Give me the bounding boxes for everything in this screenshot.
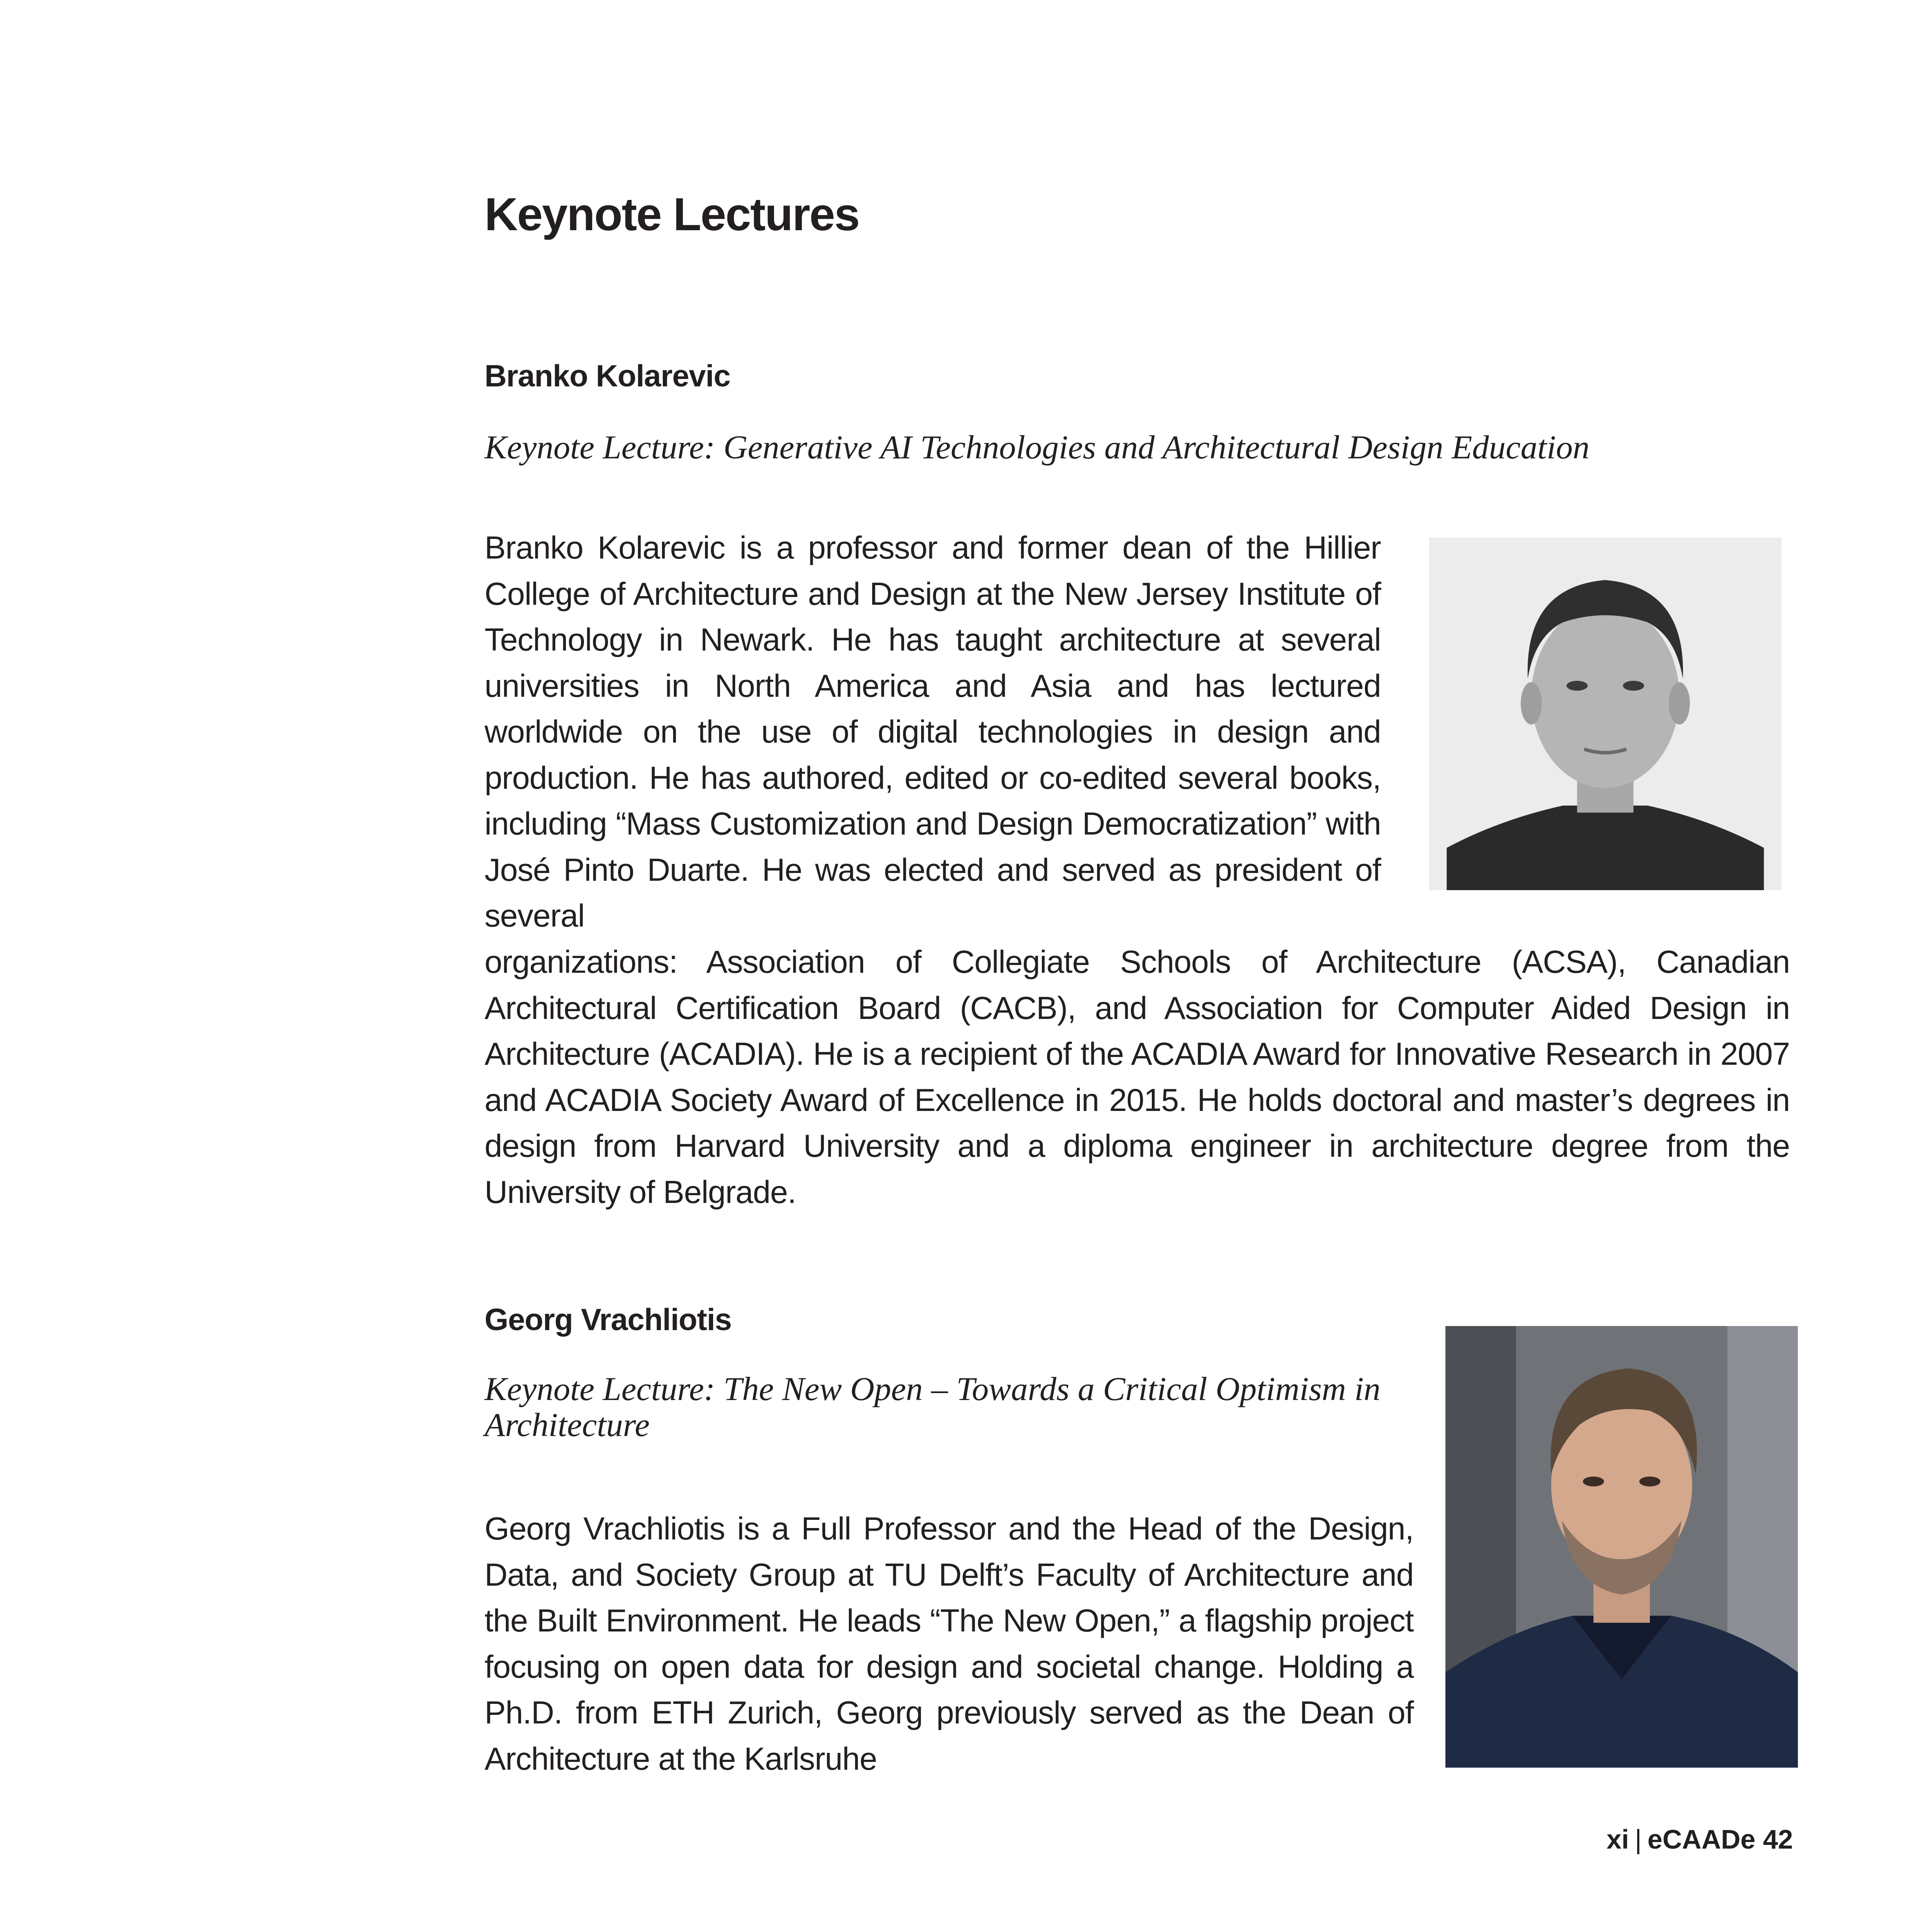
bio-vrachliotis-wrapped: Georg Vrachliotis is a Full Professor and the Head of the Design, Data, and Society Group at TU Delft’s Faculty of Architecture and the Built Environment. He leads “The New Open,” a flagship project focusing on open data for design and societal change. Holding a Ph.D. from ETH Zurich, Georg previously served as the Dean of Architecture at the Karlsruhe <box>485 1510 1414 1777</box>
page-footer <box>1607 1824 1793 1854</box>
bio-kolarevic-wrapped: Branko Kolarevic is a professor and former dean of the Hillier College of Architecture and Design at the New Jersey Institute of Technology in Newark. He has taught architecture at several universities in North America and Asia and has lectured worldwide on the use of digital technologies in design and production. He has authored, edited or co-edited several books, including “Mass Customization and Design Democratization” with José Pinto Duarte. He was elected and served as president of several <box>485 530 1381 933</box>
page-title: Keynote Lectures <box>485 188 859 240</box>
speaker-name-kolarevic: Branko Kolarevic <box>485 359 730 393</box>
bio-kolarevic-full: organizations: Association of Collegiate Schools of Architecture (ACSA), Canadian Architectural Certification Board (CACB), and Association for Computer Aided Design in Architecture (ACADIA). He is a recipient of the ACADIA Award for Innovative Research in 2007 and ACADIA Society Award of Excellence in 2015. He holds doctoral and master’s degrees in design from Harvard University and a diploma engineer in architecture degree from the University of Belgrade. <box>485 944 1790 1210</box>
speaker-photo-kolarevic <box>1429 538 1782 890</box>
publication-name: eCAADe 42 <box>1647 1824 1793 1854</box>
lecture-title-vrachliotis: Keynote Lecture: The New Open – Towards a Critical Optimism in Architecture <box>485 1370 1381 1443</box>
page-number: xi <box>1606 1824 1629 1854</box>
speaker-photo-vrachliotis <box>1445 1326 1798 1768</box>
speaker-name-vrachliotis: Georg Vrachliotis <box>485 1302 732 1337</box>
footer-separator: | <box>1635 1824 1642 1854</box>
lecture-title-kolarevic: Keynote Lecture: Generative AI Technologies and Architectural Design Education <box>485 429 1590 466</box>
